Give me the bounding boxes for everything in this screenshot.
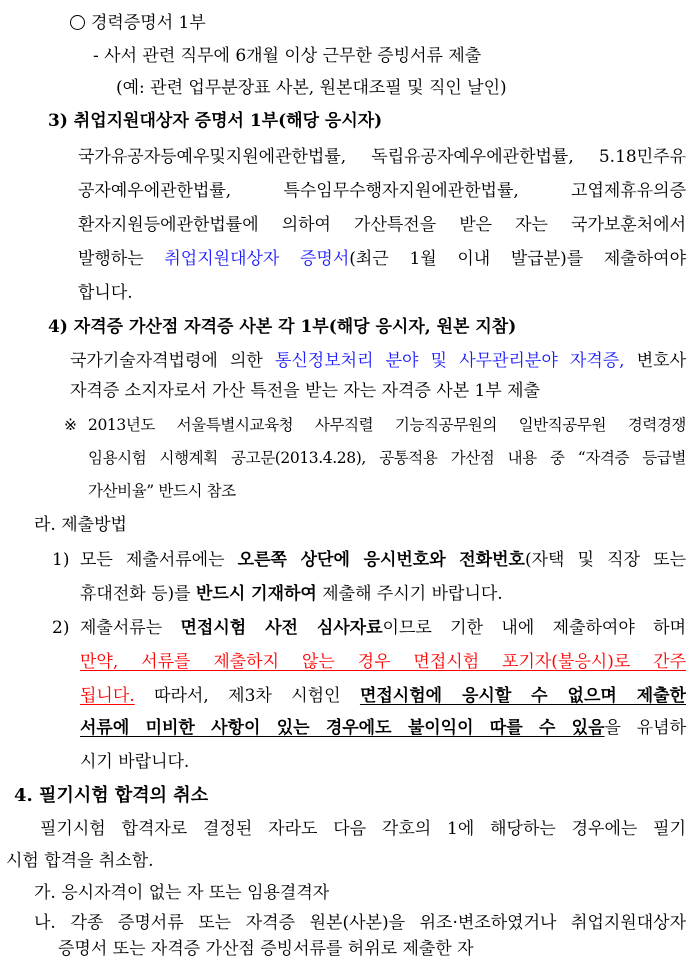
section-3-title: 3) 취업지원대상자 증명서 1부(해당 응시자)	[48, 111, 383, 131]
cancellation-para-line: 시험 합격을 취소함.	[6, 851, 154, 871]
section-3-para-line: 발행하는 취업지원대상자 증명서(최근 1월 이내 발급분)를 제출하여야	[78, 249, 686, 269]
cancellation-item-na-cont: 증명서 또는 자격증 가산점 증빙서류를 허위로 제출한 자	[58, 939, 474, 959]
section-3-para-line: 공자예우에관한법률, 특수임무수행자지원에관한법률, 고엽제휴유의증	[78, 181, 686, 201]
section-3-para-line: 국가유공자등예우및지원에관한법률, 독립유공자예우에관한법률, 5.18민주유	[78, 147, 686, 167]
qualification-highlight: 통신정보처리 분야 및 사무관리분야 자격증,	[274, 351, 625, 371]
method-2-warning-line: 만약, 서류를 제출하지 않는 경우 면접시험 포기자(불응시)로 간주	[80, 652, 686, 672]
career-certificate-item: 경력증명서 1부	[70, 12, 206, 34]
section-4-para-line: 자격증 소지자로서 가산 특전을 받는 자는 자격증 사본 1부 제출	[70, 381, 540, 401]
section-4-title: 4) 자격증 가산점 자격증 사본 각 1부(해당 응시자, 원본 지참)	[48, 317, 517, 337]
method-1-line: 휴대전화 등)를 반드시 기재하여 제출해 주시기 바랍니다.	[80, 584, 503, 604]
method-2-line: 서류에 미비한 사항이 있는 경우에도 불이익이 따를 수 있음을 유념하	[80, 718, 686, 738]
method-2-line: 제출서류는 면접시험 사전 심사자료이므로 기한 내에 제출하여야 하며	[80, 618, 686, 638]
note-line: 임용시험 시행계획 공고문(2013.4.28), 공통적용 가산점 내용 중 “자격증 등급별	[88, 449, 686, 467]
cancellation-item-ga: 가. 응시자격이 없는 자 또는 임용결격자	[34, 883, 330, 903]
career-certificate-example: (예: 관련 업무분장표 사본, 원본대조필 및 직인 날인)	[116, 78, 507, 98]
note-line: 2013년도 서울특별시교육청 사무직렬 기능직공무원의 일반직공무원 경력경쟁	[88, 416, 686, 434]
section-3-para-line: 환자지원등에관한법률에 의하여 가산특전을 받은 자는 국가보훈처에서	[78, 215, 686, 235]
cancellation-item-na: 나. 각종 증명서류 또는 자격증 원본(사본)을 위조·변조하였거나 취업지원대상자	[34, 913, 686, 933]
section-4-cancellation-title: 4. 필기시험 합격의 취소	[14, 785, 209, 806]
note-line: 가산비율” 반드시 참조	[88, 482, 236, 500]
career-certificate-detail: - 사서 관련 직무에 6개월 이상 근무한 증빙서류 제출	[93, 46, 482, 66]
submission-method-title: 라. 제출방법	[34, 515, 127, 535]
method-2-line: 됩니다. 따라서, 제3차 시험인 면접시험에 응시할 수 없으며 제출한	[80, 686, 686, 706]
certificate-highlight: 취업지원대상자 증명서	[164, 249, 350, 269]
method-1-number: 1)	[52, 550, 70, 570]
section-4-para-line: 국가기술자격법령에 의한 통신정보처리 분야 및 사무관리분야 자격증, 변호사	[70, 351, 686, 371]
method-2-number: 2)	[52, 618, 70, 638]
method-1-line: 모든 제출서류에는 오른쪽 상단에 응시번호와 전화번호(자택 및 직장 또는	[80, 550, 686, 570]
cancellation-para-line: 필기시험 합격자로 결정된 자라도 다음 각호의 1에 해당하는 경우에는 필기	[40, 819, 686, 839]
note-mark: ※	[64, 416, 77, 434]
circle-bullet-icon	[70, 15, 85, 30]
method-2-warning-tail: 됩니다.	[80, 686, 135, 706]
method-2-line: 시기 바랍니다.	[80, 752, 190, 772]
section-3-para-line: 합니다.	[78, 283, 133, 303]
